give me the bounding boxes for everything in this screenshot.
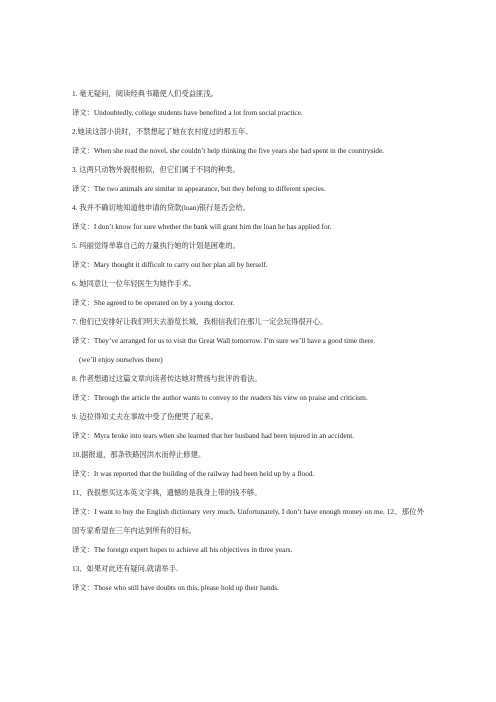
question-7: 7. 他们已安排好让我们明天去游览长城，我相信我们在那儿一定会玩得很开心。 (72, 317, 328, 326)
answer-7: 译文：They’ve arranged for us to visit the Great Wall tomorrow. I’m sure we’ll have a good time there. (72, 336, 376, 345)
question-5: 5. 玛丽觉得单靠自己的力量执行她的计划是困难的。 (72, 241, 240, 250)
answer-11-and-question-12: 译文：I want to buy the English dictionary very much. Unfortunately, I don’t have enough money on me. 12、那位外国专家希望在三年内达到所有的目标。 (72, 507, 424, 535)
answer-7-alternative: (we’ll enjoy ourselves there) (79, 355, 163, 364)
question-2: 2.她读这部小说时，不禁想起了她在农村度过的那五年。 (72, 127, 253, 136)
answer-1: 译文：Undoubtedly, college students have benefited a lot from social practice. (72, 108, 303, 117)
answer-10: 译文：It was reported that the building of the railway had been held up by a flood. (72, 469, 315, 478)
question-4: 4. 我并不确切地知道他申请的贷款(loan)银行是否会给。 (72, 203, 250, 212)
question-6: 6. 她同意让一位年轻医生为她作手术。 (72, 279, 197, 288)
question-13: 13、如果对此还有疑问,就请举手. (72, 564, 178, 573)
question-11: 11、我很想买这本英文字典，遗憾的是我身上带的钱不够。 (72, 488, 262, 497)
answer-12: 译文：The foreign expert hopes to achieve all his objectives in three years. (72, 545, 293, 554)
question-8: 8. 作者想通过这篇文章向读者传达她对赞扬与批评的看法。 (72, 374, 262, 383)
answer-9: 译文：Myra broke into tears when she learned that her husband had been injured in an accident. (72, 431, 355, 440)
question-1: 1. 毫无疑问，阅读经典书籍使人们受益匪浅。 (72, 89, 218, 98)
answer-2: 译文：When she read the novel, she couldn’t help thinking the five years she had spent in the countryside. (72, 146, 385, 155)
answer-3: 译文：The two animals are similar in appearance, but they belong to different species. (72, 184, 326, 193)
answer-6: 译文：She agreed to be operated on by a young doctor. (72, 298, 235, 307)
answer-4: 译文：I don’t know for sure whether the bank will grant him the loan he has applied for. (72, 222, 332, 231)
document-body (72, 84, 424, 597)
answer-8: 译文：Through the article the author wants to convey to the readers his view on praise and criticism. (72, 393, 368, 402)
question-9: 9. 迈拉得知丈夫在事故中受了伤便哭了起来。 (72, 412, 218, 421)
question-10: 10.据报道，那条铁路因洪水而停止修建。 (72, 450, 206, 459)
question-3: 3. 这两只动物外貌很相似，但它们属于不同的种类。 (72, 165, 240, 174)
answer-13: 译文：Those who still have doubts on this, please hold up their hands. (72, 583, 279, 592)
answer-5: 译文：Mary thought it difficult to carry out her plan all by herself. (72, 260, 268, 269)
